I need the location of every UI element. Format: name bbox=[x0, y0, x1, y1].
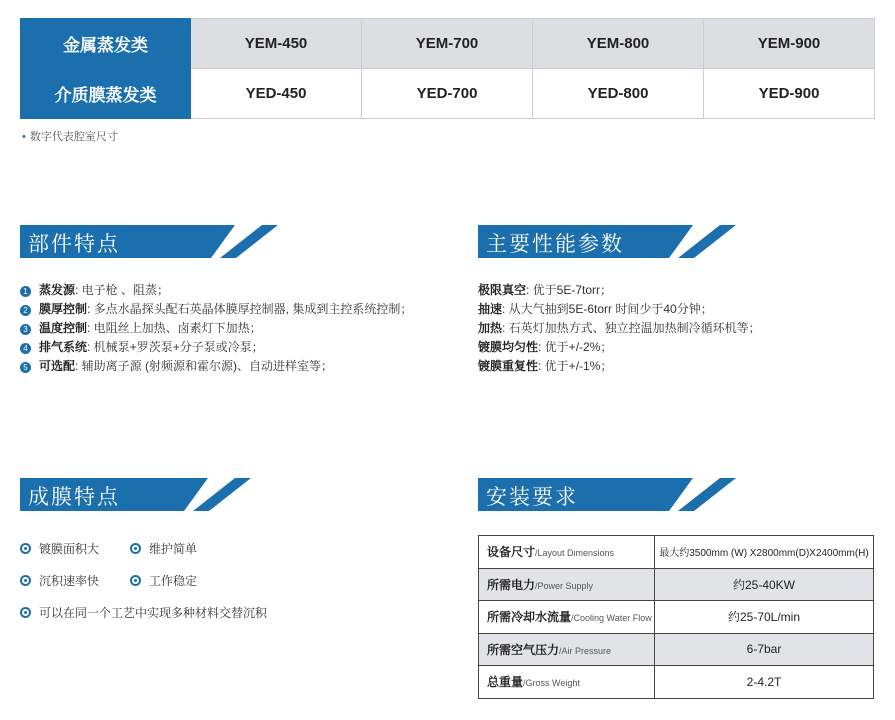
target-icon bbox=[20, 543, 31, 554]
table-row bbox=[479, 633, 874, 666]
install-value: 2-4.2T bbox=[655, 666, 874, 699]
model-cell: YEM-450 bbox=[191, 19, 362, 69]
model-cell: YEM-700 bbox=[362, 19, 533, 69]
size-note bbox=[22, 128, 118, 144]
performance-banner bbox=[478, 225, 718, 258]
install-key: 设备尺寸/Layout Dimensions bbox=[479, 536, 655, 569]
table-row bbox=[479, 666, 874, 699]
number-badge: 1 bbox=[20, 286, 31, 297]
feature-item: 镀膜面积大 bbox=[20, 540, 99, 557]
table-row bbox=[479, 601, 874, 634]
model-cell: YED-900 bbox=[704, 69, 875, 119]
install-value: 最大约3500mm (W) X2800mm(D)X2400mm(H) bbox=[655, 536, 874, 569]
row-header: 金属蒸发类 bbox=[21, 19, 191, 69]
model-cell: YED-700 bbox=[362, 69, 533, 119]
list-item: 5 可选配: 辅助离子源 (射频源和霍尔源)、自动进样室等； bbox=[20, 357, 412, 376]
list-item: 加热: 石英灯加热方式、独立控温加热制冷循环机等； bbox=[478, 321, 761, 335]
install-value: 6-7bar bbox=[655, 633, 874, 666]
section-title: 成膜特点 bbox=[28, 485, 120, 509]
feature-item: 维护简单 bbox=[130, 540, 197, 557]
list-item: 镀膜重复性: 优于+/-1%； bbox=[478, 359, 613, 373]
row-header: 介质膜蒸发类 bbox=[21, 69, 191, 119]
install-value: 约25-70L/min bbox=[655, 601, 874, 634]
components-banner bbox=[20, 225, 260, 258]
number-badge: 5 bbox=[20, 362, 31, 373]
table-row bbox=[21, 19, 875, 69]
performance-list bbox=[478, 281, 761, 376]
section-title: 安装要求 bbox=[486, 485, 578, 509]
components-list bbox=[20, 281, 412, 376]
number-badge: 3 bbox=[20, 324, 31, 335]
number-badge: 2 bbox=[20, 305, 31, 316]
model-cell: YED-450 bbox=[191, 69, 362, 119]
model-cell: YED-800 bbox=[533, 69, 704, 119]
feature-item: 工作稳定 bbox=[130, 572, 197, 589]
install-key: 所需电力/Power Supply bbox=[479, 568, 655, 601]
model-table bbox=[20, 18, 875, 119]
list-item: 2 膜厚控制: 多点水晶探头配石英晶体膜厚控制器, 集成到主控系统控制； bbox=[20, 300, 412, 319]
install-key: 所需空气压力/Air Pressure bbox=[479, 633, 655, 666]
film-banner bbox=[20, 478, 260, 511]
model-cell: YEM-900 bbox=[704, 19, 875, 69]
table-row bbox=[479, 568, 874, 601]
install-key: 所需冷却水流量/Cooling Water Flow bbox=[479, 601, 655, 634]
number-badge: 4 bbox=[20, 343, 31, 354]
target-icon bbox=[20, 575, 31, 586]
table-row bbox=[21, 69, 875, 119]
section-title: 主要性能参数 bbox=[486, 232, 624, 256]
feature-item: 沉积速率快 bbox=[20, 572, 99, 589]
model-cell: YEM-800 bbox=[533, 19, 704, 69]
target-icon bbox=[130, 575, 141, 586]
list-item: 4 排气系统: 机械泵+罗茨泵+分子泵或冷泵； bbox=[20, 338, 412, 357]
list-item: 抽速: 从大气抽到5E-6torr 时间少于40分钟； bbox=[478, 302, 713, 316]
list-item: 镀膜均匀性: 优于+/-2%； bbox=[478, 340, 613, 354]
install-banner bbox=[478, 478, 718, 511]
list-item: 极限真空: 优于5E-7torr； bbox=[478, 283, 613, 297]
install-table bbox=[478, 535, 874, 699]
target-icon bbox=[130, 543, 141, 554]
section-title: 部件特点 bbox=[28, 232, 120, 256]
list-item: 3 温度控制: 电阻丝上加热、卤素灯下加热； bbox=[20, 319, 412, 338]
bullet-icon: • bbox=[22, 131, 26, 143]
target-icon bbox=[20, 607, 31, 618]
list-item: 1 蒸发源: 电子枪 、阻蒸； bbox=[20, 281, 412, 300]
note-text: 数字代表腔室尺寸 bbox=[29, 131, 118, 143]
install-key: 总重量/Gross Weight bbox=[479, 666, 655, 699]
install-value: 约25-40KW bbox=[655, 568, 874, 601]
feature-item: 可以在同一个工艺中实现多种材料交替沉积 bbox=[20, 604, 267, 621]
table-row bbox=[479, 536, 874, 569]
